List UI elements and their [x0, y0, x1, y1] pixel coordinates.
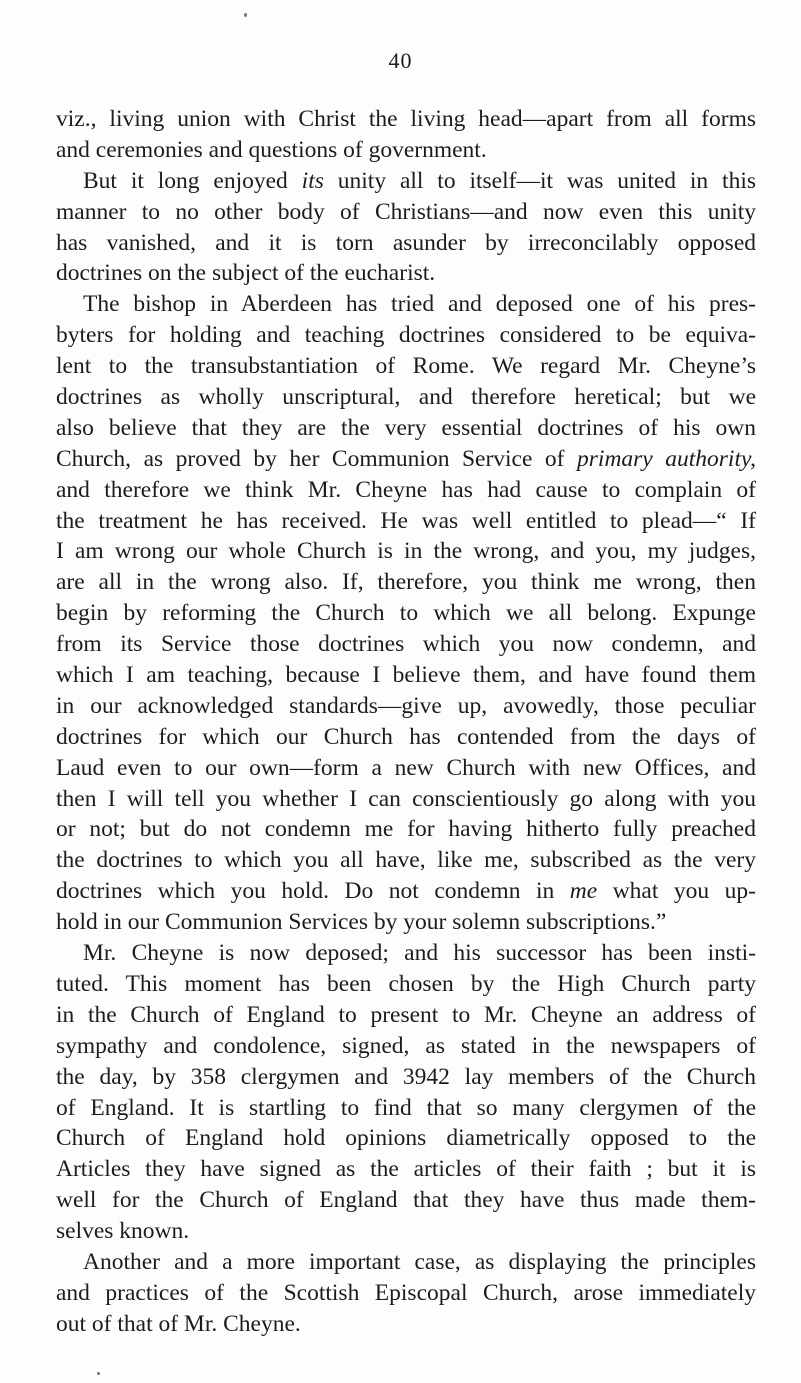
text-segment: unity all to itself—it was united in this — [323, 167, 756, 194]
text-segment: Mr. Cheyne is now deposed; and his successor has been insti- — [83, 940, 756, 967]
text-line — [56, 814, 756, 845]
text-segment: selves known. — [56, 1218, 190, 1245]
text-line — [56, 413, 756, 444]
text-line — [56, 475, 756, 506]
text-line — [56, 536, 756, 567]
text-segment: hold in our Communion Services by your solemn subscriptions.” — [56, 909, 667, 936]
text-segment: and ceremonies and questions of government. — [56, 136, 487, 163]
text-segment: are all in the wrong also. If, therefore, you think me wrong, then — [56, 569, 756, 596]
text-segment: doctrines on the subject of the eucharist. — [56, 260, 436, 287]
text-segment: Laud even to our own—form a new Church with new Offices, and — [56, 754, 756, 781]
print-speck — [244, 13, 247, 17]
text-line — [56, 1278, 756, 1309]
text-line — [56, 1247, 756, 1278]
text-segment: also believe that they are the very essential doctrines of his own — [56, 414, 756, 441]
text-segment: sympathy and condolence, signed, as stated in the newspapers of — [56, 1032, 756, 1059]
text-segment: doctrines for which our Church has contended from the days of — [56, 723, 756, 750]
text-segment: well for the Church of England that they have thus made them- — [56, 1187, 756, 1214]
text-line — [56, 258, 756, 289]
text-line — [56, 660, 756, 691]
text-line — [56, 166, 756, 197]
text-segment: doctrines which you hold. Do not condemn in — [56, 878, 570, 905]
text-segment: what you up- — [597, 878, 756, 905]
print-speck — [97, 1372, 100, 1375]
text-segment: the treatment he has received. He was well entitled to plead—“ If — [56, 507, 756, 534]
text-segment: then I will tell you whether I can conscientiously go along with you — [56, 785, 756, 812]
text-line — [56, 722, 756, 753]
text-line — [56, 1031, 756, 1062]
text-segment: manner to no other body of Christians—and now even this unity — [56, 198, 756, 225]
text-segment: from its Service those doctrines which you now condemn, and — [56, 631, 756, 658]
text-segment: tuted. This moment has been chosen by the High Church party — [56, 970, 756, 997]
text-line — [56, 969, 756, 1000]
text-segment: in our acknowledged standards—give up, avowedly, those peculiar — [56, 692, 756, 719]
text-segment: out of that of Mr. Cheyne. — [56, 1310, 301, 1337]
text-segment: Articles they have signed as the articles of their faith ; but it is — [56, 1156, 756, 1183]
italic-text: me — [569, 878, 598, 905]
italic-text: primary authority, — [577, 445, 756, 472]
text-line — [56, 382, 756, 413]
text-line — [56, 691, 756, 722]
text-segment: doctrines as wholly unscriptural, and therefore heretical; but we — [56, 384, 756, 411]
text-line — [56, 197, 756, 228]
text-line — [56, 289, 756, 320]
text-segment: has vanished, and it is torn asunder by irreconcilably opposed — [56, 229, 756, 256]
text-segment: viz., living union with Christ the living head—apart from all forms — [56, 106, 756, 132]
text-line — [56, 784, 756, 815]
text-segment: in the Church of England to present to Mr. Cheyne an address of — [56, 1001, 756, 1028]
text-line — [56, 567, 756, 598]
text-line — [56, 629, 756, 660]
text-line — [56, 506, 756, 537]
text-line — [56, 1123, 756, 1154]
text-segment: and therefore we think Mr. Cheyne has had cause to complain of — [56, 476, 756, 503]
text-line — [56, 907, 756, 938]
text-segment: of England. It is startling to find that so many clergymen of the — [56, 1094, 756, 1121]
text-line — [56, 351, 756, 382]
text-line — [56, 135, 756, 166]
text-segment: Another and a more important case, as displaying the principles — [83, 1248, 756, 1275]
text-line — [56, 598, 756, 629]
text-line — [56, 876, 756, 907]
text-segment: which I am teaching, because I believe them, and have found them — [56, 662, 756, 689]
text-line — [56, 320, 756, 351]
text-segment: The bishop in Aberdeen has tried and deposed one of his pres- — [83, 291, 756, 318]
text-segment: the day, by 358 clergymen and 3942 lay members of the Church — [56, 1063, 756, 1090]
text-line — [56, 104, 756, 135]
text-segment: Church, as proved by her Communion Service of — [56, 445, 578, 472]
text-segment: begin by reforming the Church to which we all belong. Expunge — [56, 600, 756, 627]
text-segment: lent to the transubstantiation of Rome. We regard Mr. Cheyne’s — [56, 353, 756, 380]
text-segment: and practices of the Scottish Episcopal Church, arose immediately — [56, 1279, 756, 1306]
text-segment: the doctrines to which you all have, like me, subscribed as the very — [56, 847, 756, 874]
text-line — [56, 1216, 756, 1247]
text-line — [56, 1000, 756, 1031]
text-line — [56, 845, 756, 876]
text-segment: But it long enjoyed — [83, 167, 302, 194]
text-line — [56, 228, 756, 259]
text-line — [56, 1185, 756, 1216]
text-line — [56, 753, 756, 784]
text-line — [56, 1062, 756, 1093]
text-segment: Church of England hold opinions diametrically opposed to the — [56, 1125, 756, 1152]
page-number: 40 — [388, 48, 413, 73]
text-segment: byters for holding and teaching doctrines considered to be equiva- — [56, 322, 756, 349]
text-line — [56, 1093, 756, 1124]
text-segment: I am wrong our whole Church is in the wrong, and you, my judges, — [56, 538, 756, 565]
italic-text: its — [301, 167, 324, 194]
body-text — [56, 104, 756, 1340]
text-segment: or not; but do not condemn me for having hitherto fully preached — [56, 816, 756, 843]
text-line — [56, 1154, 756, 1185]
text-line — [56, 938, 756, 969]
text-line — [56, 444, 756, 475]
text-line — [56, 1309, 756, 1340]
